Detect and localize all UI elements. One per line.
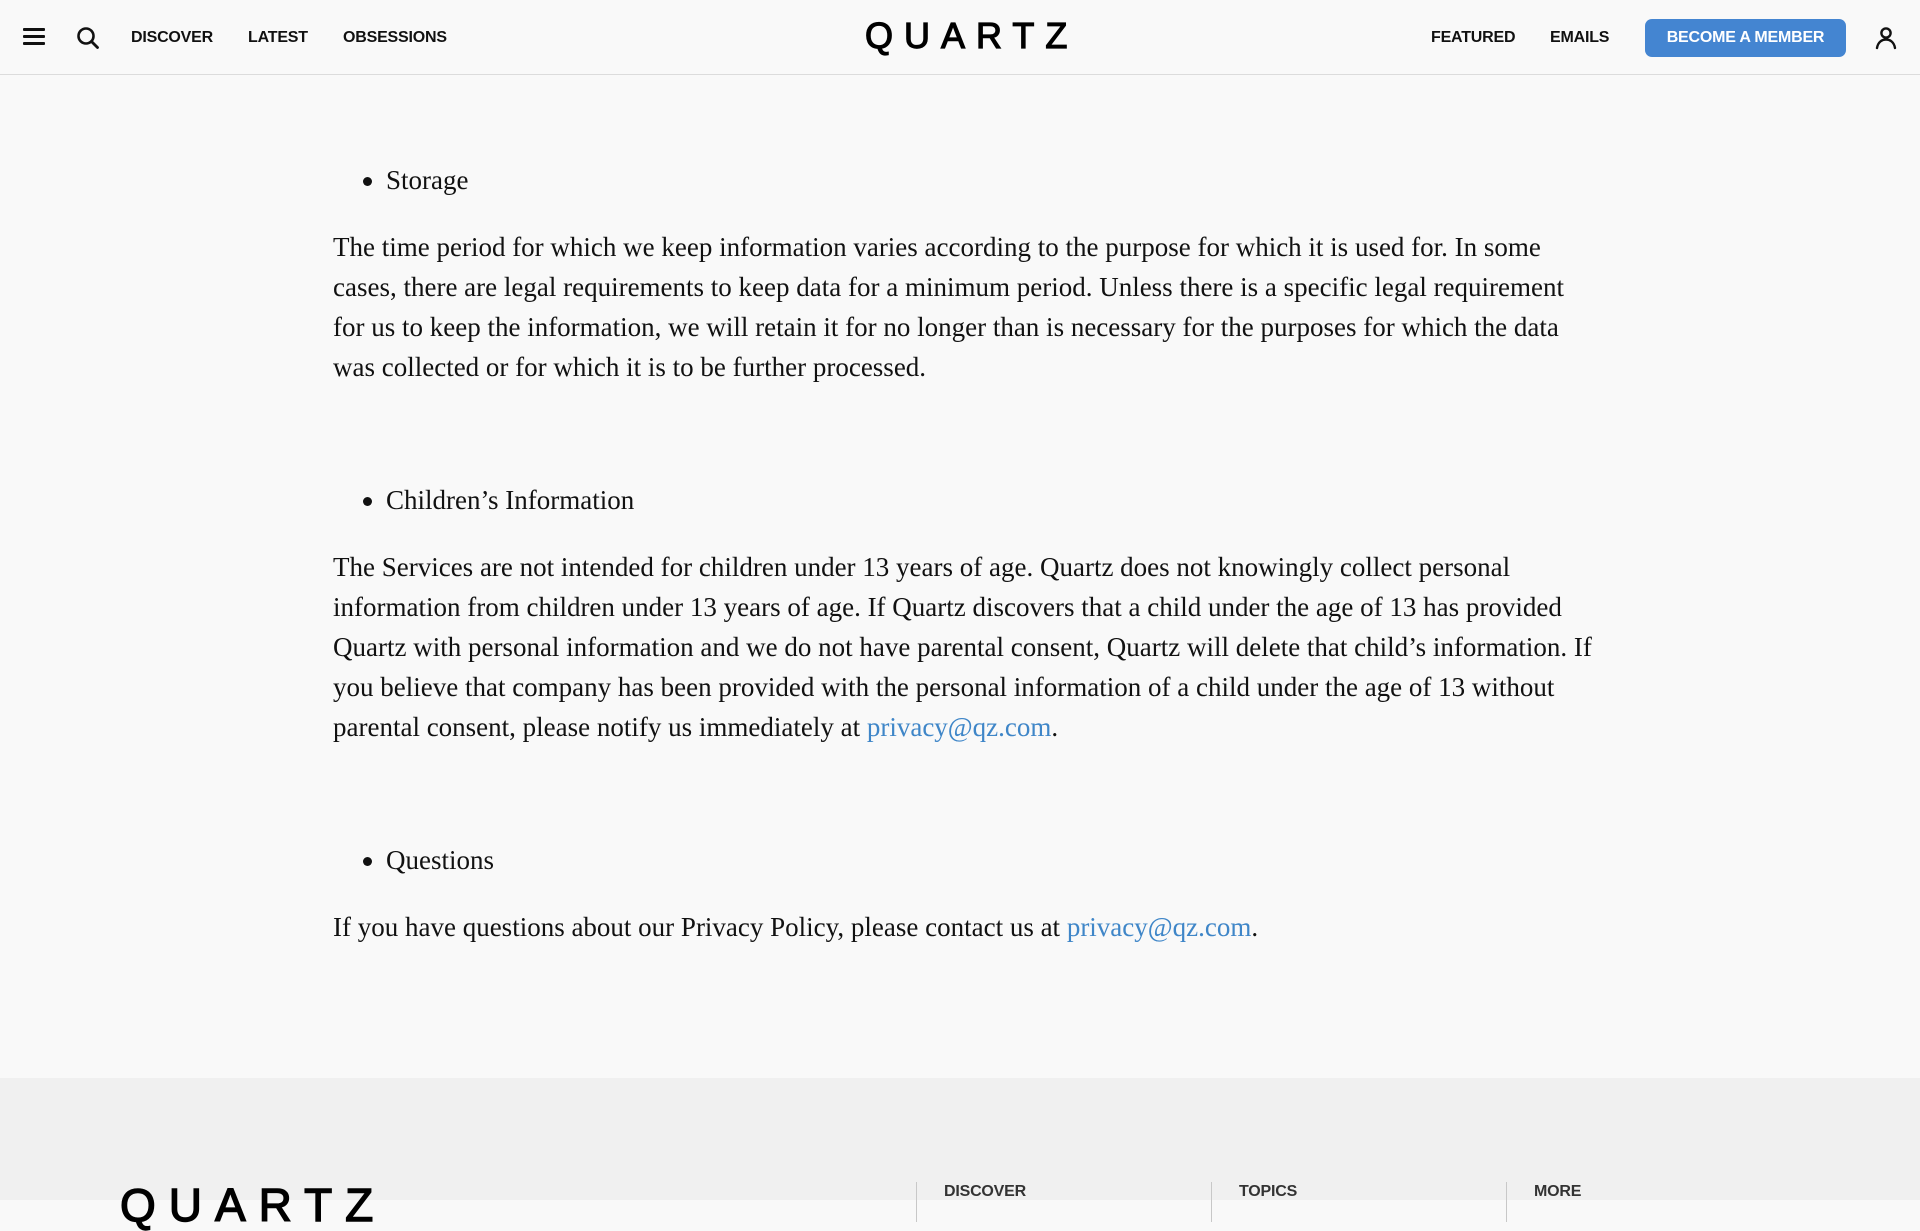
section-heading: Children’s Information bbox=[333, 480, 1593, 520]
body-text: The Services are not intended for children under 13 years of age. Quartz does not knowingly collect personal information from children under 13 years of age. If Quartz discovers that a child under the age of 13 has provided Quartz with personal information and we do not have parental consent, Quartz will delete that child’s information. If you believe that company has been provided with the personal information of a child under the age of 13 without parental consent, please notify us immediately at bbox=[333, 552, 1592, 742]
nav-featured[interactable]: FEATURED bbox=[1431, 29, 1516, 46]
nav-obsessions[interactable]: OBSESSIONS bbox=[343, 29, 447, 46]
body-text: If you have questions about our Privacy Policy, please contact us at bbox=[333, 912, 1061, 942]
nav-emails[interactable]: EMAILS bbox=[1550, 29, 1610, 46]
section-storage bbox=[333, 160, 1593, 387]
footer-heading[interactable]: DISCOVER bbox=[944, 1183, 1026, 1200]
hamburger-icon[interactable] bbox=[23, 28, 45, 46]
period: . bbox=[1251, 912, 1259, 942]
privacy-email-link[interactable]: privacy@qz.com bbox=[1066, 912, 1252, 942]
nav-discover[interactable]: DISCOVER bbox=[131, 29, 213, 46]
section-childrens-information bbox=[333, 480, 1593, 747]
privacy-email-link[interactable]: privacy@qz.com bbox=[866, 712, 1052, 742]
section-body bbox=[333, 547, 1593, 747]
footer-column-discover bbox=[916, 1182, 1026, 1222]
section-questions bbox=[333, 840, 1593, 947]
footer-quartz-logo[interactable]: QUARTZ bbox=[120, 1179, 387, 1231]
privacy-policy-content bbox=[333, 160, 1593, 947]
section-heading: Storage bbox=[333, 160, 1593, 200]
footer-heading[interactable]: TOPICS bbox=[1239, 1183, 1298, 1200]
site-header bbox=[0, 0, 1920, 75]
footer-column-more bbox=[1506, 1182, 1581, 1222]
user-icon[interactable] bbox=[1875, 26, 1897, 50]
footer-column-topics bbox=[1211, 1182, 1297, 1222]
nav-latest[interactable]: LATEST bbox=[248, 29, 308, 46]
section-heading: Questions bbox=[333, 840, 1593, 880]
footer-heading[interactable]: MORE bbox=[1534, 1183, 1582, 1200]
period: . bbox=[1051, 712, 1059, 742]
become-member-button[interactable]: BECOME A MEMBER bbox=[1645, 19, 1846, 57]
search-icon[interactable] bbox=[76, 26, 100, 50]
site-footer bbox=[0, 1078, 1920, 1231]
quartz-logo[interactable]: QUARTZ bbox=[865, 15, 1079, 56]
section-body bbox=[333, 907, 1593, 947]
section-body: The time period for which we keep information varies according to the purpose for which it is used for. In some cases, there are legal requirements to keep data for a minimum period. Unless there is a specific legal requirement for us to keep the information, we will retain it for no longer than is necessary for the purposes for which the data was collected or for which it is to be further processed. bbox=[333, 232, 1565, 382]
